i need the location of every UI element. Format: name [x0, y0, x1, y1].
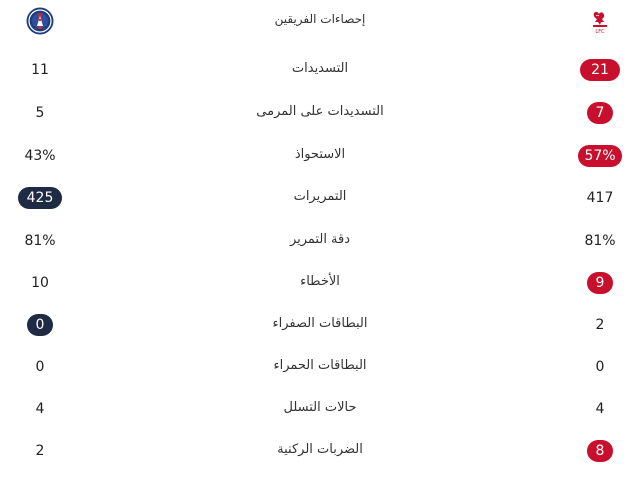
stat-label-shots-on-target: التسديدات على المرمى: [256, 104, 384, 119]
stats-header: [0, 0, 640, 44]
psg-red-cards-value: 0: [35, 359, 45, 375]
stat-row-pass-accuracy: [0, 220, 640, 262]
psg-shots-value: 11: [31, 62, 49, 78]
stat-row-passes: [0, 177, 640, 219]
liverpool-yellow-cards-value: 2: [595, 317, 605, 333]
stat-row-red-cards: [0, 346, 640, 388]
stat-label-yellow-cards: البطاقات الصفراء: [272, 316, 368, 331]
liverpool-pass-accuracy-value: 81%: [584, 233, 616, 249]
psg-shots-on-target-value: 5: [35, 105, 45, 121]
psg-passes-value: 425: [18, 187, 62, 209]
stat-row-offsides: [0, 388, 640, 430]
liverpool-fouls-value: 9: [587, 272, 613, 294]
psg-possession-value: 43%: [24, 148, 56, 164]
stat-row-corners: [0, 430, 640, 472]
svg-text:LFC: LFC: [595, 29, 605, 35]
stat-label-offsides: حالات التسلل: [283, 400, 357, 415]
stat-row-yellow-cards: [0, 304, 640, 346]
liverpool-red-cards-value: 0: [595, 359, 605, 375]
psg-offsides-value: 4: [35, 401, 45, 417]
psg-corners-value: 2: [35, 443, 45, 459]
header-title: إحصاءات الفريقين: [274, 12, 366, 26]
liverpool-offsides-value: 4: [595, 401, 605, 417]
liverpool-possession-value: 57%: [578, 145, 622, 167]
stat-label-passes: التمريرات: [293, 189, 347, 204]
stat-label-pass-accuracy: دقة التمرير: [289, 232, 351, 247]
stat-label-possession: الاستحواذ: [294, 147, 346, 162]
stat-label-corners: الضربات الركنية: [277, 442, 363, 457]
liverpool-crest-icon: [586, 7, 614, 35]
liverpool-shots-on-target-value: 7: [587, 102, 613, 124]
stat-label-red-cards: البطاقات الحمراء: [273, 358, 367, 373]
stat-row-fouls: [0, 262, 640, 304]
psg-pass-accuracy-value: 81%: [24, 233, 56, 249]
stat-row-shots: [0, 49, 640, 91]
stat-label-fouls: الأخطاء: [300, 274, 340, 289]
psg-yellow-cards-value: 0: [27, 314, 53, 336]
liverpool-passes-value: 417: [586, 190, 614, 206]
stat-row-shots-on-target: [0, 92, 640, 134]
psg-crest-icon: [26, 7, 54, 35]
liverpool-corners-value: 8: [587, 440, 613, 462]
stat-label-shots: التسديدات: [291, 61, 349, 76]
psg-fouls-value: 10: [31, 275, 49, 291]
stat-row-possession: [0, 135, 640, 177]
liverpool-shots-value: 21: [580, 59, 620, 81]
